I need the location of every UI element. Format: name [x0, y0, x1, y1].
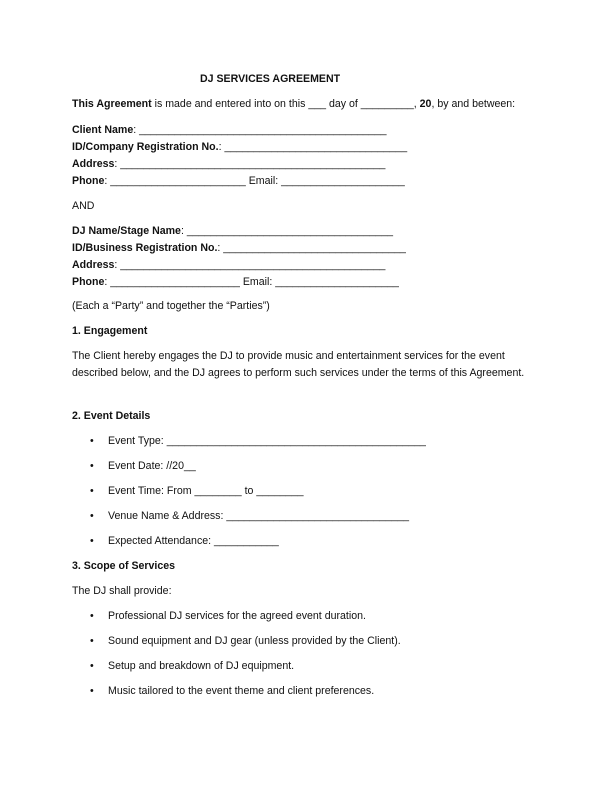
client-phone-email-blank[interactable]: : _______________________ Email: _____________________ [104, 175, 405, 187]
attendance-text[interactable]: Expected Attendance: ___________ [108, 535, 279, 547]
client-address-label: Address [72, 158, 115, 170]
dj-phone-label: Phone [72, 276, 105, 288]
bullet-icon: • [90, 460, 94, 472]
service-item-text: Sound equipment and DJ gear (unless provided by the Client). [108, 635, 401, 647]
dj-name-blank[interactable]: : ___________________________________ [180, 225, 394, 237]
client-id-blank[interactable]: : _______________________________ [218, 141, 408, 153]
dj-address-field[interactable] [72, 259, 385, 272]
dj-phone-email-blank[interactable]: : ______________________ Email: _____________________ [104, 276, 399, 288]
bullet-icon: • [90, 510, 94, 522]
list-item [90, 635, 401, 648]
event-date-item[interactable] [90, 460, 196, 473]
bullet-icon: • [90, 610, 94, 622]
bullet-icon: • [90, 635, 94, 647]
client-id-field[interactable] [72, 141, 407, 154]
section-1-text: The Client hereby engages the DJ to provide music and entertainment services for the event described below, and the DJ agrees to perform such services under the terms of this Agreement. [72, 350, 525, 379]
client-name-field[interactable] [72, 124, 387, 137]
section-3-heading: 3. Scope of Services [72, 560, 176, 572]
list-item [90, 660, 294, 673]
section-3-intro: The DJ shall provide: [72, 585, 172, 597]
dj-address-label: Address [72, 259, 115, 271]
dj-address-blank[interactable]: : _____________________________________________ [114, 259, 386, 271]
service-item-text: Professional DJ services for the agreed event duration. [108, 610, 366, 622]
dj-id-label: ID/Business Registration No. [72, 242, 218, 254]
list-item [90, 610, 366, 623]
service-item-text: Music tailored to the event theme and client preferences. [108, 685, 375, 697]
attendance-item[interactable] [90, 535, 279, 548]
document-title: DJ SERVICES AGREEMENT [200, 73, 341, 85]
intro-line [72, 98, 515, 111]
dj-name-label: DJ Name/Stage Name [72, 225, 181, 237]
section-2-heading: 2. Event Details [72, 410, 151, 422]
bullet-icon: • [90, 535, 94, 547]
intro-bold-lead: This Agreement [72, 98, 152, 110]
dj-phone-field[interactable] [72, 276, 399, 289]
service-item-text: Setup and breakdown of DJ equipment. [108, 660, 295, 672]
and-separator: AND [72, 200, 95, 212]
client-name-label: Client Name [72, 124, 134, 136]
event-type-text[interactable]: Event Type: ____________________________________________ [108, 435, 426, 447]
parties-note: (Each a “Party” and together the “Parties”) [72, 300, 270, 312]
venue-item[interactable] [90, 510, 409, 523]
client-id-label: ID/Company Registration No. [72, 141, 219, 153]
client-name-blank[interactable]: : __________________________________________ [133, 124, 387, 136]
bullet-icon: • [90, 660, 94, 672]
dj-id-blank[interactable]: : _______________________________ [217, 242, 406, 254]
client-phone-label: Phone [72, 175, 105, 187]
client-phone-field[interactable] [72, 175, 405, 188]
event-type-item[interactable] [90, 435, 426, 448]
client-address-field[interactable] [72, 158, 385, 171]
venue-text[interactable]: Venue Name & Address: _______________________________ [108, 510, 410, 522]
section-1-heading: 1. Engagement [72, 325, 148, 337]
bullet-icon: • [90, 485, 94, 497]
list-item [90, 685, 374, 698]
dj-name-field[interactable] [72, 225, 393, 238]
bullet-icon: • [90, 435, 94, 447]
intro-text-before-year: is made and entered into on this ___ day of _________, [151, 98, 420, 110]
client-address-blank[interactable]: : _____________________________________________ [114, 158, 386, 170]
event-time-text[interactable]: Event Time: From ________ to ________ [108, 485, 304, 497]
event-date-text[interactable]: Event Date: //20__ [108, 460, 196, 472]
event-time-item[interactable] [90, 485, 304, 498]
dj-id-field[interactable] [72, 242, 406, 255]
intro-year: 20 [419, 98, 432, 110]
intro-text-after-year: , by and between: [431, 98, 516, 110]
bullet-icon: • [90, 685, 94, 697]
